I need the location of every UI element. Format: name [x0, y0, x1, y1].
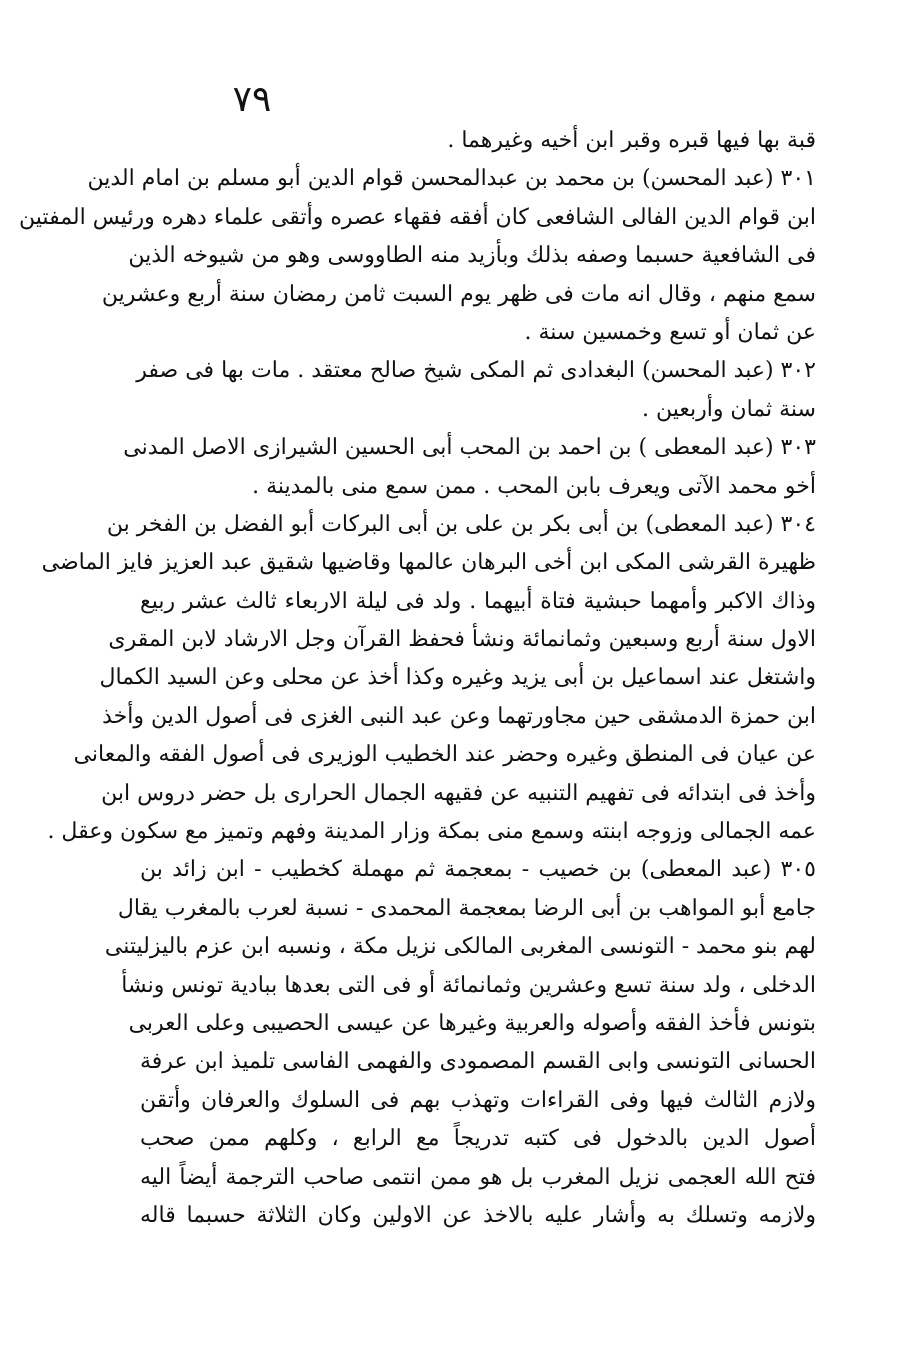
text-line: ٣٠٢ (عبد المحسن) البغدادى ثم المكى شيخ صالح معتقد . مات بها فى صفر [136, 358, 816, 384]
text-line: ابن حمزة الدمشقى حين مجاورتهما وعن عبد النبى الغزى فى أصول الدين وأخذ [102, 703, 816, 729]
page-number: ٧٩ [232, 79, 272, 120]
text-line: لهم بنو محمد - التونسى المغربى المالكى نزيل مكة ، ونسبه ابن عزم باليزليتنى [104, 934, 816, 960]
text-line: جامع أبو المواهب بن أبى الرضا بمعجمة المحمدى - نسبة لعرب بالمغرب يقال [117, 895, 816, 921]
text-line: ولازمه وتسلك به وأشار عليه بالاخذ عن الاولين وكان الثلاثة حسبما قاله [140, 1202, 816, 1228]
text-line: الدخلى ، ولد سنة تسع وعشرين وثمانمائة أو فى التى بعدها ببادية تونس ونشأ [121, 972, 816, 998]
text-line: ظهيرة القرشى المكى ابن أخى البرهان عالمها وقاضيها شقيق عبد العزيز فايز الماضى [41, 550, 816, 576]
text-line: الاول سنة أربع وسبعين وثمانمائة ونشأ فحفظ القرآن وجل الارشاد لابن المقرى [108, 627, 816, 653]
text-line: سنة ثمان وأربعين . [641, 396, 816, 422]
text-line: فتح الله العجمى نزيل المغرب بل هو ممن انتمى صاحب الترجمة أيضاً اليه [140, 1164, 816, 1190]
text-line: واشتغل عند اسماعيل بن أبى يزيد وغيره وكذا أخذ عن محلى وعن السيد الكمال [99, 665, 816, 691]
text-line: ٣٠٤ (عبد المعطى) بن أبى بكر بن على بن أبى البركات أبو الفضل بن الفخر بن [106, 511, 816, 537]
text-line: سمع منهم ، وقال انه مات فى ظهر يوم السبت ثامن رمضان سنة أربع وعشرين [101, 281, 816, 307]
text-line: أصول الدين بالدخول فى كتبه تدريجاً مع الرابع ، وكلهم ممن صحب [140, 1126, 816, 1152]
text-line: فى الشافعية حسبما وصفه بذلك وبأزيد منه الطاووسى وهو من شيوخه الذين [128, 243, 816, 269]
text-line: الحسانى التونسى وابى القسم المصمودى والفهمى الفاسى تلميذ ابن عرفة [140, 1049, 816, 1075]
text-line: ولازم الثالث فيها وفى القراءات وتهذب بهم فى السلوك والعرفان وأتقن [140, 1087, 816, 1113]
text-line: أخو محمد الآتى ويعرف بابن المحب . ممن سمع منى بالمدينة . [252, 473, 816, 499]
text-line: ابن قوام الدين الفالى الشافعى كان أفقه فقهاء عصره وأتقى علماء دهره ورئيس المفتين [19, 204, 816, 230]
text-line: عن عيان فى المنطق وغيره وحضر عند الخطيب الوزيرى فى أصول الفقه والمعانى [73, 742, 816, 768]
text-line: ٣٠١ (عبد المحسن) بن محمد بن عبدالمحسن قوام الدين أبو مسلم بن امام الدين [87, 166, 816, 192]
text-line: قبة بها فيها قبره وقبر ابن أخيه وغيرهما . [447, 128, 816, 153]
text-line: عن ثمان أو تسع وخمسين سنة . [524, 319, 816, 345]
text-line: عمه الجمالى وزوجه ابنته وسمع منى بمكة وزار المدينة وفهم وتميز مع سكون وعقل . [47, 819, 816, 845]
text-line: بتونس فأخذ الفقه وأصوله والعربية وغيرها عن عيسى الحصيبى وعلى العربى [128, 1010, 816, 1036]
body-text [19, 122, 816, 1235]
text-line: ٣٠٣ (عبد المعطى ) بن احمد بن المحب أبى الحسين الشيرازى الاصل المدنى [123, 435, 816, 461]
text-line: وأخذ فى ابتدائه فى تفهيم التنبيه عن فقيهه الجمال الحرارى بل حضر دروس ابن [101, 780, 816, 806]
text-line: وذاك الاكبر وأمهما حبشية فتاة أبيهما . ولد فى ليلة الاربعاء ثالث عشر ربيع [140, 588, 816, 614]
text-line: ٣٠٥ (عبد المعطى) بن خصيب - بمعجمة ثم مهملة كخطيب - ابن زائد بن [140, 857, 816, 883]
